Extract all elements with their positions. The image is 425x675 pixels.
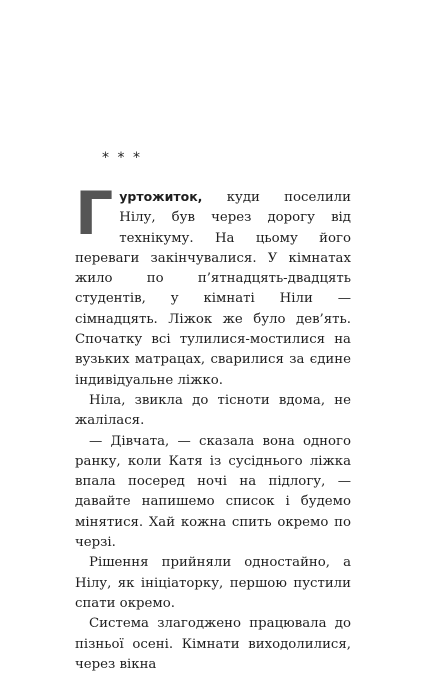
body-text (75, 179, 351, 675)
drop-cap-letter: Г (75, 179, 114, 249)
paragraph-1 (75, 179, 351, 391)
paragraph-4: Рішення прийняли одностайно, а Нілу, як ініціаторку, першою пустили спати окремо. (75, 555, 351, 611)
paragraph-5: Система злагоджено працювала до пізньої осені. Кімнати виходолилися, через вікна (75, 616, 351, 672)
lead-word: уртожиток, (119, 189, 203, 204)
paragraph-1-text: куди поселили Нілу, був через дорогу від технікуму. На цьому його переваги закінчувалися. У кімнатах жило по п’ятнадцять-двадцять студентів, у кімнаті Ніли — сімнадцять. Ліжок же було дев’ять. Спочатку всі тулилися-мостилися на вузьких матрацах, сварилися за єдине індивідуальне ліжко. (75, 190, 351, 388)
paragraph-2: Ніла, звикла до тісноти вдома, не жалілася. (75, 392, 351, 429)
section-separator: * * * (102, 150, 142, 166)
paragraph-3: — Дівчата, — сказала вона одного ранку, коли Катя із сусіднього ліжка впала посеред ночі на підлогу, — давайте напишемо список і будемо мінятися. Хай кожна спить окремо по черзі. (75, 433, 351, 551)
